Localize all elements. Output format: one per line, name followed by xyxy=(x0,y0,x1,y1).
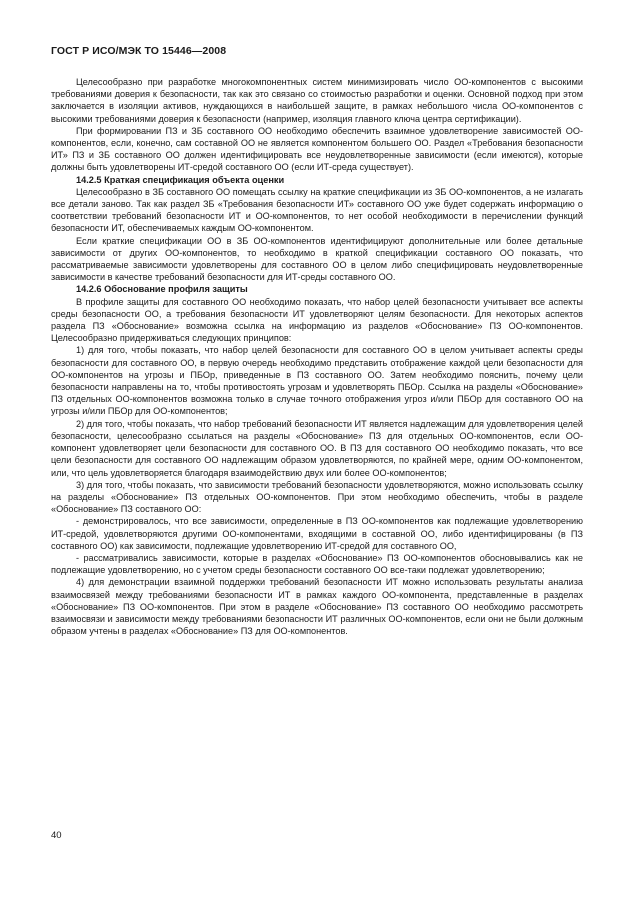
section-heading-14-2-5: 14.2.5 Краткая спецификация объекта оценки xyxy=(76,174,285,185)
list-item: 4) для демонстрации взаимной поддержки требований безопасности ИТ можно использовать результаты анализа взаимосвязей между требованиями безопасности ИТ в рамках каждого ОО-компонента, представленные в разделах «Обоснование» ПЗ ОО-компонентов. При этом в разделе «Обоснование» ПЗ составного ОО необходимо рассмотреть взаимосвязи и зависимости между требованиями безопасности ИТ различных ОО-компонентов, если они не были должным образом учтены в разделах «Обоснование» ПЗ для ОО-компонентов. xyxy=(51,577,583,637)
paragraph: В профиле защиты для составного ОО необходимо показать, что набор целей безопасности учитывает все аспекты среды безопасности ОО, а требования безопасности ИТ удовлетворяют целям безопасности. Для некоторых аспектов раздела ПЗ «Обоснование» возможна ссылка на информацию из разделов «Обоснование» ПЗ ОО-компонентов. Целесообразно придерживаться следующих принципов: xyxy=(51,296,583,344)
page-number: 40 xyxy=(51,830,62,841)
list-item: 1) для того, чтобы показать, что набор целей безопасности для составного ОО в целом учитывает аспекты среды безопасности для составного ОО, в первую очередь необходимо представить отображение каждой цели безопасности для ОО-компонентов на угрозы и ПБОр, приведенные в ПЗ составного ОО. Затем необходимо пояснить, почему цели безопасности направлены на то, чтобы противостоять угрозам и удовлетворять ПБОр. Ссылка на разделы «Обоснование» ПЗ отдельных ОО-компонентов возможна только в случае точного отображения угроз и/или ПБОр для составного ОО на угрозы и/или ПБОр для ОО-компонентов; xyxy=(51,345,583,417)
paragraph: При формировании ПЗ и ЗБ составного ОО необходимо обеспечить взаимное удовлетворение зависимостей ОО-компонентов, если, конечно, сам составной ОО не является компонентом большего ОО. Раздел «Требования безопасности ИТ» ПЗ и ЗБ составного ОО должен идентифицировать все неудовлетворенные зависимости (если имеются), которые должны быть удовлетворены ИТ-средой составного ОО (если ИТ-среда существует). xyxy=(51,125,583,173)
list-item: 2) для того, чтобы показать, что набор требований безопасности ИТ является надлежащим для удовлетворения целей безопасности, целесообразно ссылаться на разделы «Обоснование» ПЗ для отдельных ОО-компонентов, если ОО-компонент удовлетворяет цели безопасности для составного ОО. В ПЗ для составного ОО необходимо показать, что все цели безопасности для составного ОО надлежащим образом удовлетворяются, по крайней мере, одним ОО-компонентом, или, что цель удовлетворяется благодаря взаимодействию двух или более ОО-компонентов; xyxy=(51,418,583,478)
document-body xyxy=(51,76,583,637)
paragraph: Целесообразно в ЗБ составного ОО помещать ссылку на краткие спецификации из ЗБ ОО-компонентов, а не излагать все детали заново. Так как раздел ЗБ «Требования безопасности ИТ» составного ОО уже будет содержать информацию о соответствии требований безопасности ИТ и ОО-компонентов, то нет особой необходимости в перечислении функций безопасности ИТ, обеспечиваемых каждым ОО-компонентом. xyxy=(51,186,583,234)
section-heading-14-2-6: 14.2.6 Обоснование профиля защиты xyxy=(76,284,248,295)
list-item: 3) для того, чтобы показать, что зависимости требований безопасности удовлетворяются, можно использовать ссылку на разделы «Обоснование» ПЗ отдельных ОО-компонентов. При этом необходимо обеспечить, чтобы в разделе «Обоснование» ПЗ составного ОО: xyxy=(51,479,583,515)
sub-list-item: - демонстрировалось, что все зависимости, определенные в ПЗ ОО-компонентов как подлежащие удовлетворению ИТ-средой, удовлетворяются другими ОО-компонентами, входящими в составной ОО, либо идентифицированы (в ПЗ составного ОО) как зависимости, подлежащие удовлетворению ИТ-средой для составного ОО, xyxy=(51,516,583,551)
paragraph: Если краткие спецификации ОО в ЗБ ОО-компонентов идентифицируют дополнительные или более детальные зависимости от других ОО-компонентов, то необходимо в краткой спецификации составного ОО показать, что рассматриваемые зависимости удовлетворены для составного ОО в целом либо специфицировать неудовлетворенные зависимости в качестве требований безопасности для ИТ-среды составного ОО. xyxy=(51,235,583,283)
paragraph: Целесообразно при разработке многокомпонентных систем минимизировать число ОО-компонентов с высокими требованиями доверия к безопасности, так как это связано со стоимостью разработки и оценки. Основной подход при этом заключается в изоляции активов, нуждающихся в наибольшей защите, в рамках небольшого числа ОО-компонентов с высокими требованиями доверия к безопасности (например, изоляция главного ключа центра сертификации). xyxy=(51,77,583,124)
page-header: ГОСТ Р ИСО/МЭК ТО 15446—2008 xyxy=(51,45,227,57)
sub-list-item: - рассматривались зависимости, которые в разделах «Обоснование» ПЗ ОО-компонентов обосновывались как не подлежащие удовлетворению, но с учетом среды безопасности составного ОО все-таки подлежат удовлетворению; xyxy=(51,552,583,576)
